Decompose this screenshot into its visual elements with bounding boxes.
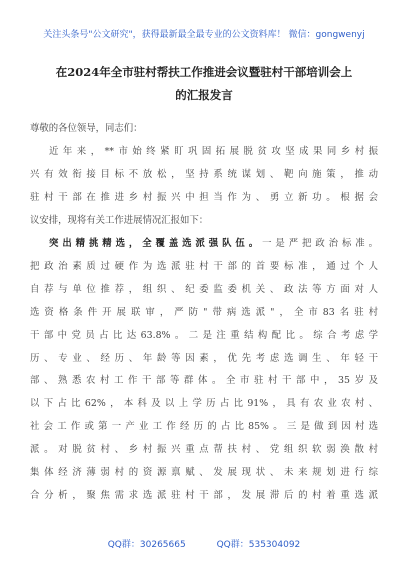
paragraph-intro <box>30 141 378 233</box>
paragraph-line: 社会工作或第一产业工作经历的占比85%。三是做到因村选 <box>30 421 378 433</box>
paragraph-line: 派。对脱贫村、乡村振兴重点帮扶村、党组织软弱涣散村 <box>30 444 378 456</box>
paragraph-line: 部、熟悉农村工作干部等群体。全市驻村干部中，35岁及 <box>30 375 378 387</box>
section-heading: 突出精挑精选，全覆盖选派强队伍。 <box>49 238 263 249</box>
paragraph-line: 历、专业、经历、年龄等因素，优先考虑选调生、年轻干 <box>30 352 378 364</box>
document-title-line-2: 的汇报发言 <box>175 88 233 102</box>
salutation: 尊敬的各位领导，同志们： <box>30 123 143 134</box>
paragraph-line: 合分析，聚焦需求选派驻村干部，发展滞后的村着重选派 <box>30 489 378 501</box>
paragraph-line: 驻村干部在推进乡村振兴中担当作为、勇立新功。根据会 <box>30 191 378 203</box>
qq-group-1: QQ群：30265665 <box>107 540 186 550</box>
paragraph-line: 集体经济薄弱村的资源禀赋、发展现状、未来规划进行综 <box>30 467 378 479</box>
paragraph-line: 自荐与单位推荐，组织、纪委监委机关、政法等方面对人 <box>30 283 378 295</box>
paragraph-text: 一是严把政治标准。 <box>262 238 378 249</box>
paragraph-line: 兴有效衔接目标不放松，坚持系统谋划、靶向施策，推动 <box>30 168 378 180</box>
footer-contact <box>0 537 408 550</box>
promo-banner: 关注头条号"公文研究"，获得最新最全最专业的公文资料库！ 微信：gongwenyj <box>43 30 365 40</box>
paragraph-line: 议安排，现将有关工作进展情况汇报如下： <box>30 214 209 226</box>
qq-group-2: QQ群：535304092 <box>216 540 301 550</box>
paragraph-line: 选资格条件开展联审，严防"带病选派"，全市83名驻村 <box>30 306 378 318</box>
paragraph-section-1 <box>30 233 378 508</box>
paragraph-line: 把政治素质过硬作为选派驻村干部的首要标准，通过个人 <box>30 260 378 272</box>
paragraph-line: 干部中党员占比达63.8%。二是注重结构配比。综合考虑学 <box>30 329 378 341</box>
paragraph-line <box>30 233 378 256</box>
document-title-line-1: 在2024年全市驻村帮扶工作推进会议暨驻村干部培训会上 <box>55 65 353 79</box>
paragraph-line: 近年来，**市始终紧盯巩固拓展脱贫攻坚成果同乡村振 <box>49 146 378 157</box>
paragraph-line: 以下占比62%，本科及以上学历占比91%，具有农业农村、 <box>30 398 378 410</box>
